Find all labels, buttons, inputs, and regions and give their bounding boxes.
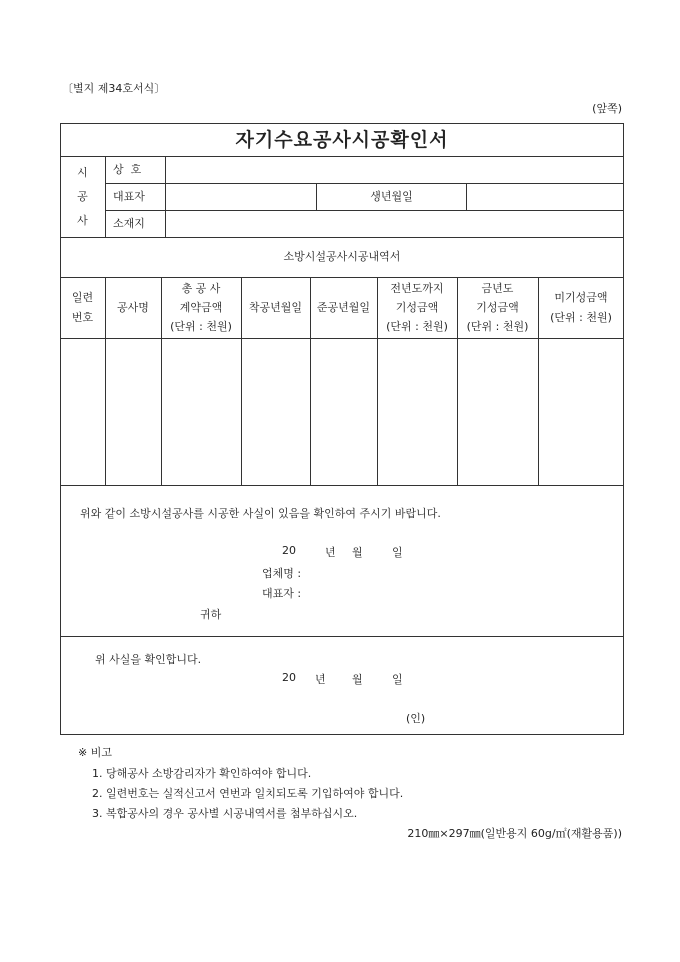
header-total-line2: 계약금액 (179, 300, 223, 314)
header-total-line3: (단위 : 천원) (170, 320, 232, 334)
representative-field[interactable] (166, 184, 315, 210)
location-label: 소재지 (113, 216, 145, 230)
group-char-2: 공 (77, 189, 88, 203)
work-details-heading: 소방시설공사시공내역서 (283, 250, 401, 264)
document-title: 자기수요공사시공확인서 (235, 129, 449, 151)
confirm-date-day: 일 (392, 673, 403, 686)
header-total-contract (161, 277, 241, 338)
header-project-name: 공사명 (117, 300, 149, 314)
company-name-label: 업체명 : (262, 567, 302, 580)
page-side-label: (앞쪽) (592, 102, 622, 115)
notes-title: ※ 비고 (78, 746, 112, 759)
request-date-month: 월 (352, 546, 363, 559)
request-statement: 위와 같이 소방시설공사를 시공한 사실이 있음을 확인하여 주시기 바랍니다. (80, 507, 441, 520)
rule-table-bottom (60, 485, 624, 486)
birth-date-field[interactable] (467, 184, 623, 210)
rule-request-bottom (60, 636, 624, 637)
confirm-date-month: 월 (352, 673, 363, 686)
paper-spec: 210㎜×297㎜(일반용지 60g/㎡(재활용품)) (407, 827, 622, 840)
confirm-date-year: 년 (315, 673, 326, 686)
header-prior-line3: (단위 : 천원) (386, 320, 448, 334)
birth-date-label: 생년월일 (370, 189, 413, 203)
confirm-date-century: 20 (282, 671, 296, 684)
header-remaining-line1: 미기성금액 (554, 291, 608, 305)
header-prior-line2: 기성금액 (395, 300, 439, 314)
request-date-year: 년 (325, 546, 336, 559)
note-item-1: 1. 당해공사 소방감리자가 확인하여야 합니다. (92, 767, 312, 780)
seal-mark: (인) (406, 712, 426, 725)
header-serial-number (60, 277, 105, 338)
header-serial-line1: 일련 (71, 291, 94, 305)
header-prior-progress (377, 277, 457, 338)
note-item-2: 2. 일련번호는 실적신고서 연번과 일치되도록 기입하여야 합니다. (92, 787, 404, 800)
business-name-field[interactable] (166, 157, 623, 183)
header-prior-line1: 전년도까지 (390, 281, 444, 295)
header-completion-date: 준공년월일 (316, 300, 371, 314)
representative-sign-label: 대표자 : (262, 587, 302, 600)
header-remaining (538, 277, 624, 338)
header-total-line1: 총 공 사 (181, 281, 221, 295)
request-date-century: 20 (282, 544, 296, 557)
header-current-line1: 금년도 (481, 281, 514, 295)
header-current-progress (457, 277, 538, 338)
note-item-3: 3. 복합공사의 경우 공사별 시공내역서를 첨부하십시오. (92, 807, 358, 820)
addressee: 귀하 (200, 608, 222, 621)
form-number: 〔별지 제34호서식〕 (62, 82, 166, 95)
group-char-3: 사 (77, 214, 88, 228)
table-body-area[interactable] (61, 339, 623, 485)
header-remaining-line2: (단위 : 천원) (550, 310, 612, 324)
location-field[interactable] (166, 211, 623, 237)
business-name-label: 상 호 (113, 162, 142, 176)
group-char-1: 시 (77, 165, 88, 179)
contractor-group-label (60, 156, 105, 237)
header-serial-line2: 번호 (71, 310, 94, 324)
header-current-line3: (단위 : 천원) (466, 320, 529, 334)
header-start-date: 착공년월일 (248, 300, 303, 314)
request-date-day: 일 (392, 546, 403, 559)
representative-label: 대표자 (113, 189, 145, 203)
confirmation-statement: 위 사실을 확인합니다. (95, 653, 202, 666)
header-current-line2: 기성금액 (476, 300, 519, 314)
